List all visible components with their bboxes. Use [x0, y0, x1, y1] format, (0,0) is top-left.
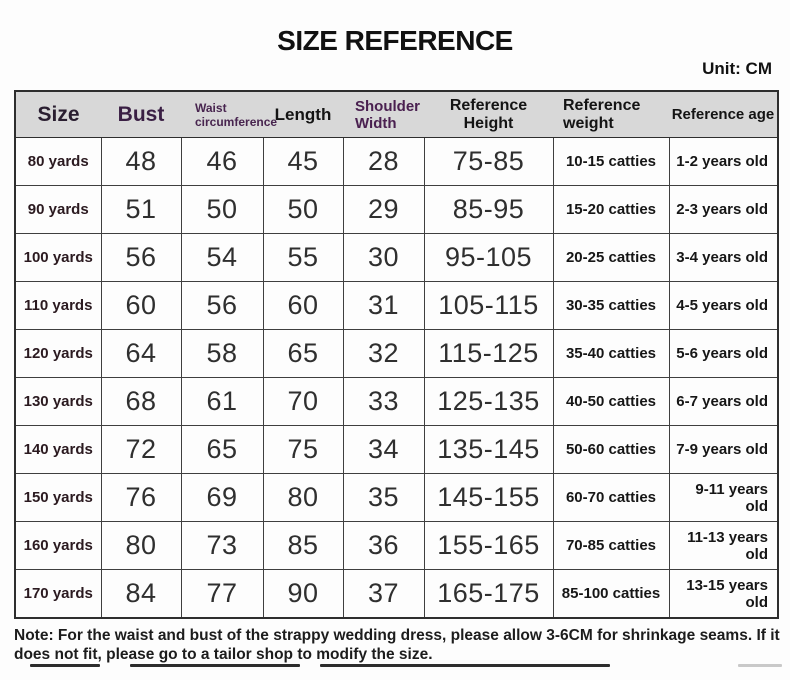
- reference-height-cell: 115-125: [424, 330, 553, 378]
- cropped-edge-segment: [320, 664, 610, 667]
- size-cell: 150 yards: [15, 474, 101, 522]
- reference-age-cell: 2-3 years old: [669, 186, 778, 234]
- table-row: [15, 522, 778, 570]
- shoulder-width-cell: 35: [343, 474, 424, 522]
- header-size: Size: [15, 91, 101, 138]
- cropped-edge-segment: [738, 664, 782, 667]
- bust-cell: 72: [101, 426, 181, 474]
- reference-age-cell: 13-15 years old: [669, 570, 778, 619]
- header-bust: Bust: [101, 91, 181, 138]
- reference-height-cell: 135-145: [424, 426, 553, 474]
- cropped-content-edge: [0, 664, 790, 669]
- note-text: Note: For the waist and bust of the strappy wedding dress, please allow 3-6CM for shrinkage seams. If it does not fit, please go to a tailor shop to modify the size.: [14, 627, 780, 663]
- reference-weight-cell: 85-100 catties: [553, 570, 669, 619]
- unit-label: Unit: CM: [702, 59, 772, 78]
- table-row: [15, 234, 778, 282]
- waist-cell: 54: [181, 234, 263, 282]
- reference-height-cell: 165-175: [424, 570, 553, 619]
- size-cell: 90 yards: [15, 186, 101, 234]
- reference-weight-cell: 70-85 catties: [553, 522, 669, 570]
- size-cell: 170 yards: [15, 570, 101, 619]
- reference-weight-cell: 40-50 catties: [553, 378, 669, 426]
- size-cell: 130 yards: [15, 378, 101, 426]
- length-cell: 75: [263, 426, 343, 474]
- reference-age-cell: 6-7 years old: [669, 378, 778, 426]
- length-cell: 65: [263, 330, 343, 378]
- reference-weight-cell: 60-70 catties: [553, 474, 669, 522]
- reference-height-cell: 155-165: [424, 522, 553, 570]
- length-cell: 90: [263, 570, 343, 619]
- reference-height-cell: 95-105: [424, 234, 553, 282]
- bust-cell: 80: [101, 522, 181, 570]
- header-reference-age: Reference age: [669, 91, 778, 138]
- waist-cell: 46: [181, 138, 263, 186]
- waist-cell: 56: [181, 282, 263, 330]
- bust-cell: 76: [101, 474, 181, 522]
- table-row: [15, 474, 778, 522]
- waist-cell: 65: [181, 426, 263, 474]
- reference-weight-cell: 15-20 catties: [553, 186, 669, 234]
- reference-age-cell: 5-6 years old: [669, 330, 778, 378]
- reference-weight-cell: 35-40 catties: [553, 330, 669, 378]
- bust-cell: 56: [101, 234, 181, 282]
- table-row: [15, 330, 778, 378]
- length-cell: 50: [263, 186, 343, 234]
- bust-cell: 48: [101, 138, 181, 186]
- table-row: [15, 378, 778, 426]
- length-cell: 60: [263, 282, 343, 330]
- reference-height-cell: 75-85: [424, 138, 553, 186]
- waist-cell: 58: [181, 330, 263, 378]
- length-cell: 80: [263, 474, 343, 522]
- size-cell: 160 yards: [15, 522, 101, 570]
- size-cell: 110 yards: [15, 282, 101, 330]
- bust-cell: 84: [101, 570, 181, 619]
- reference-age-cell: 4-5 years old: [669, 282, 778, 330]
- shoulder-width-cell: 33: [343, 378, 424, 426]
- size-cell: 100 yards: [15, 234, 101, 282]
- shoulder-width-cell: 28: [343, 138, 424, 186]
- table-header: [15, 91, 778, 138]
- reference-age-cell: 11-13 years old: [669, 522, 778, 570]
- header-shoulder-width: Shoulder Width: [343, 91, 424, 138]
- bust-cell: 60: [101, 282, 181, 330]
- shoulder-width-cell: 32: [343, 330, 424, 378]
- reference-height-cell: 145-155: [424, 474, 553, 522]
- waist-cell: 77: [181, 570, 263, 619]
- table-row: [15, 186, 778, 234]
- reference-height-cell: 105-115: [424, 282, 553, 330]
- shoulder-width-cell: 29: [343, 186, 424, 234]
- size-cell: 120 yards: [15, 330, 101, 378]
- cropped-edge-segment: [30, 664, 100, 667]
- shoulder-width-cell: 30: [343, 234, 424, 282]
- waist-cell: 73: [181, 522, 263, 570]
- reference-weight-cell: 30-35 catties: [553, 282, 669, 330]
- header-waist-circumference: Waist circumference: [181, 91, 263, 138]
- shoulder-width-cell: 31: [343, 282, 424, 330]
- table-row: [15, 570, 778, 619]
- header-reference-height: Reference Height: [424, 91, 553, 138]
- table-row: [15, 138, 778, 186]
- bust-cell: 68: [101, 378, 181, 426]
- shoulder-width-cell: 36: [343, 522, 424, 570]
- shoulder-width-cell: 37: [343, 570, 424, 619]
- reference-age-cell: 7-9 years old: [669, 426, 778, 474]
- table-row: [15, 426, 778, 474]
- size-reference-table: [14, 90, 779, 619]
- bust-cell: 51: [101, 186, 181, 234]
- length-cell: 55: [263, 234, 343, 282]
- reference-height-cell: 125-135: [424, 378, 553, 426]
- reference-weight-cell: 50-60 catties: [553, 426, 669, 474]
- reference-height-cell: 85-95: [424, 186, 553, 234]
- reference-weight-cell: 20-25 catties: [553, 234, 669, 282]
- length-cell: 85: [263, 522, 343, 570]
- size-cell: 140 yards: [15, 426, 101, 474]
- reference-age-cell: 9-11 years old: [669, 474, 778, 522]
- length-cell: 70: [263, 378, 343, 426]
- reference-age-cell: 1-2 years old: [669, 138, 778, 186]
- waist-cell: 50: [181, 186, 263, 234]
- waist-cell: 69: [181, 474, 263, 522]
- bust-cell: 64: [101, 330, 181, 378]
- table-row: [15, 282, 778, 330]
- size-cell: 80 yards: [15, 138, 101, 186]
- length-cell: 45: [263, 138, 343, 186]
- reference-age-cell: 3-4 years old: [669, 234, 778, 282]
- page-title: SIZE REFERENCE: [277, 25, 513, 56]
- cropped-edge-segment: [130, 664, 300, 667]
- reference-weight-cell: 10-15 catties: [553, 138, 669, 186]
- table-body: [15, 138, 778, 619]
- shoulder-width-cell: 34: [343, 426, 424, 474]
- header-reference-weight: Reference weight: [553, 91, 669, 138]
- header-length: Length: [263, 91, 343, 138]
- waist-cell: 61: [181, 378, 263, 426]
